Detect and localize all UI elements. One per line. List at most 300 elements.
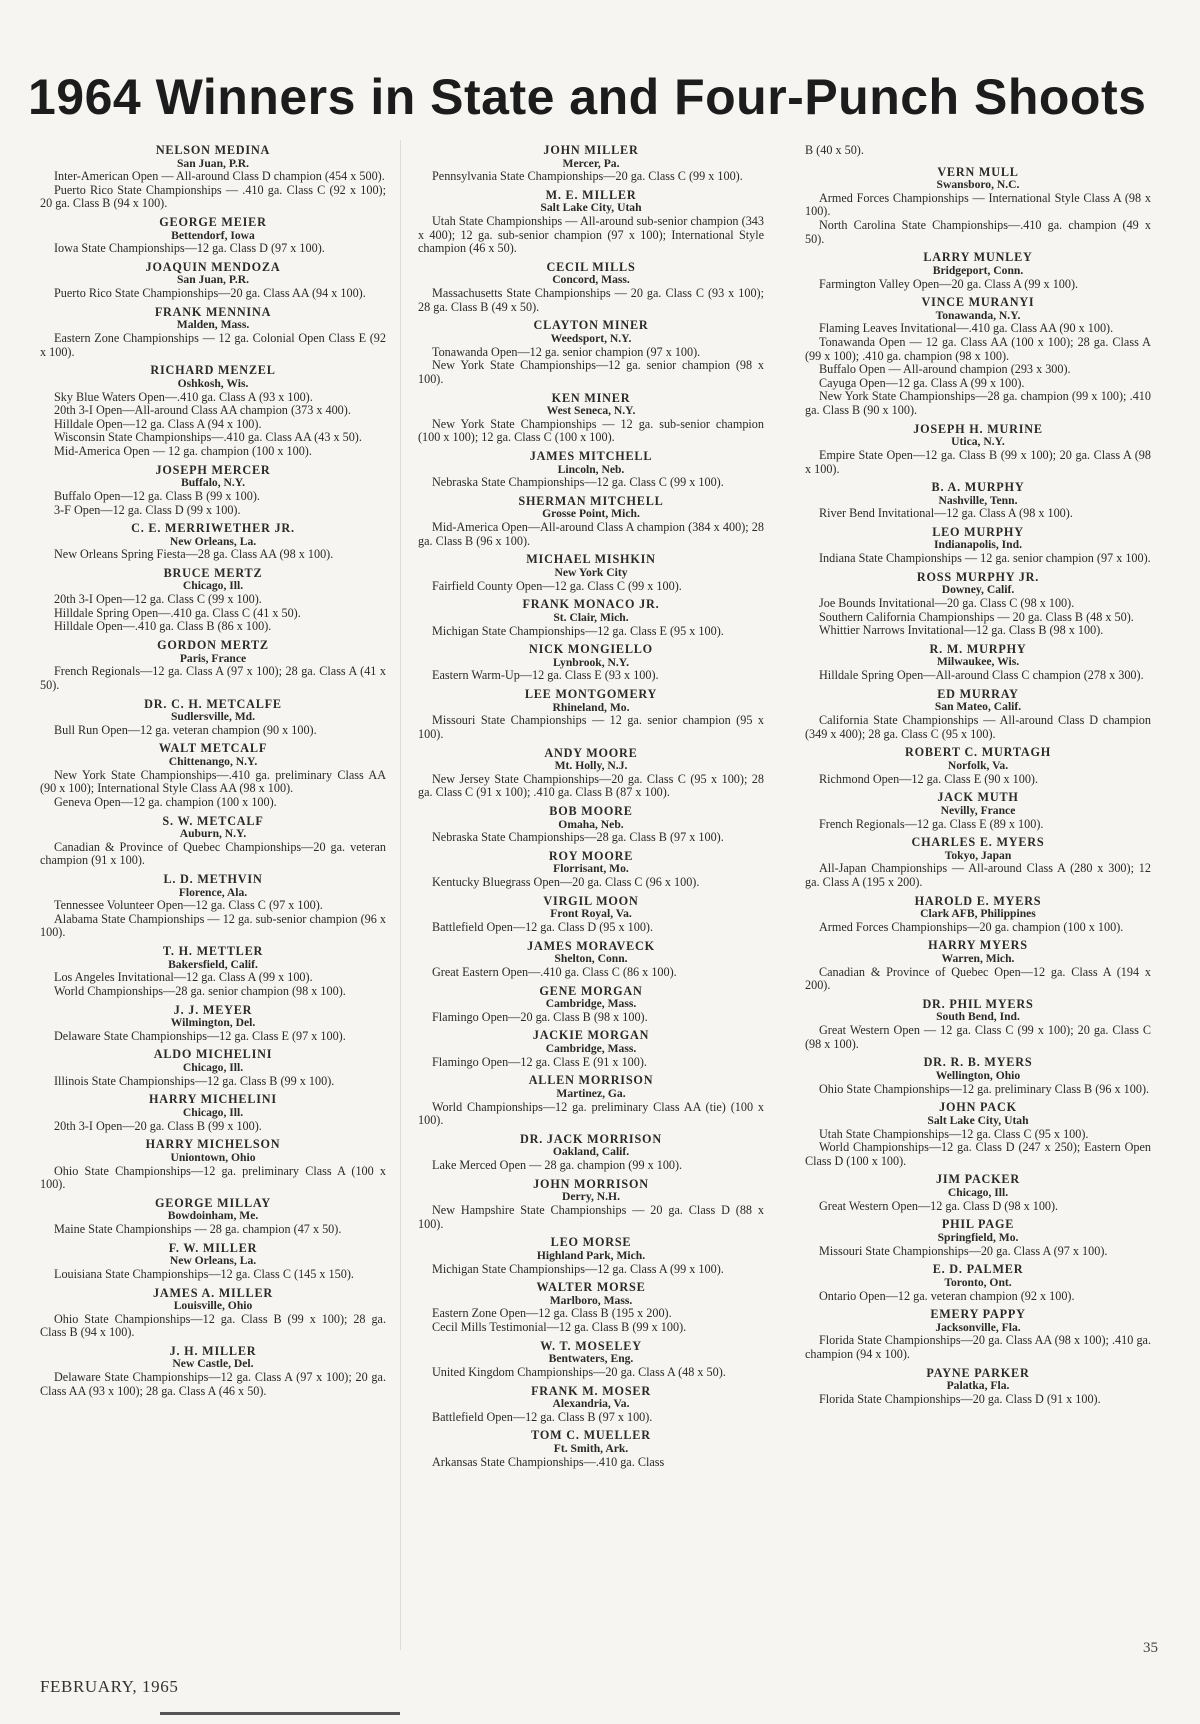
winner-location: Toronto, Ont. xyxy=(944,1275,1012,1289)
result-line: Eastern Zone Open—12 ga. Class B (195 x 200). xyxy=(432,1306,672,1321)
result-line: French Regionals—12 ga. Class E (89 x 100). xyxy=(819,816,1044,831)
result-line: Empire State Open—12 ga. Class B (99 x 100); 20 ga. Class A (98 x 100). xyxy=(805,447,1151,476)
winner-entry xyxy=(805,166,1151,247)
winner-entry xyxy=(418,144,764,184)
result-line: California State Championships — All-around Class D champion (349 x 400); 28 ga. Class C (95 x 100). xyxy=(805,713,1151,741)
winner-name: LEO MORSE xyxy=(550,1235,632,1250)
winner-location: Swansboro, N.C. xyxy=(936,178,1020,192)
winner-location: Marlboro, Mass. xyxy=(549,1293,633,1307)
result-line: Farmington Valley Open—20 ga. Class A (99 x 100). xyxy=(819,276,1079,291)
winner-location: Nashville, Tenn. xyxy=(938,493,1018,507)
winner-name: HARRY MICHELSON xyxy=(145,1137,281,1152)
winner-name: LEO MURPHY xyxy=(932,524,1024,539)
winner-entry xyxy=(418,805,764,845)
winner-location: Milwaukee, Wis. xyxy=(936,655,1020,669)
winner-name: PAYNE PARKER xyxy=(926,1365,1030,1380)
winner-location: Clark AFB, Philippines xyxy=(920,907,1036,921)
winner-location: Buffalo, N.Y. xyxy=(181,476,245,490)
result-line: Tonawanda Open—12 ga. senior champion (97 x 100). xyxy=(432,344,701,359)
result-line: New Hampshire State Championships — 20 ga. Class D (88 x 100). xyxy=(418,1203,764,1231)
result-line: World Championships—12 ga. preliminary Class AA (tie) (100 x 100). xyxy=(418,1099,764,1128)
winner-entry xyxy=(418,1178,764,1231)
result-line: Flamingo Open—20 ga. Class B (98 x 100). xyxy=(432,1009,648,1024)
winner-location: Martinez, Ga. xyxy=(556,1086,626,1100)
winner-name: E. D. PALMER xyxy=(932,1262,1024,1277)
winner-name: GORDON MERTZ xyxy=(157,638,269,653)
winner-entry xyxy=(805,643,1151,683)
winner-location: Florence, Ala. xyxy=(178,885,248,899)
winner-location: San Mateo, Calif. xyxy=(934,700,1022,714)
winner-location: Bettendorf, Iowa xyxy=(171,228,255,242)
winner-name: KEN MINER xyxy=(551,390,631,405)
winner-name: CLAYTON MINER xyxy=(533,318,649,333)
winner-entry xyxy=(805,526,1151,566)
winner-entry xyxy=(40,144,386,211)
result-line: Geneva Open—12 ga. champion (100 x 100). xyxy=(54,794,277,809)
result-line: Sky Blue Waters Open—.410 ga. Class A (93 x 100). xyxy=(54,389,313,404)
result-line: Missouri State Championships — 12 ga. senior champion (95 x 100). xyxy=(418,713,764,741)
result-line: Michigan State Championships—12 ga. Class A (99 x 100). xyxy=(432,1261,724,1276)
result-line: Battlefield Open—12 ga. Class D (95 x 100). xyxy=(432,920,654,935)
winner-name: R. M. MURPHY xyxy=(929,641,1027,656)
winner-entry xyxy=(805,836,1151,889)
winner-location: New York City xyxy=(554,565,628,579)
winner-entry xyxy=(40,364,386,458)
result-line: Hilldale Open—12 ga. Class A (94 x 100). xyxy=(54,416,262,431)
winner-location: Chittenango, N.Y. xyxy=(168,754,258,768)
result-line: Eastern Warm-Up—12 ga. Class E (93 x 100). xyxy=(432,668,659,683)
winner-entry xyxy=(805,481,1151,521)
winner-entry xyxy=(805,895,1151,935)
winner-location: Malden, Mass. xyxy=(176,318,250,332)
winner-name: JACKIE MORGAN xyxy=(532,1028,650,1043)
result-line: All-Japan Championships — All-around Class A (280 x 300); 12 ga. Class A (195 x 200). xyxy=(805,861,1151,889)
winner-entry xyxy=(418,598,764,638)
winner-entry xyxy=(40,522,386,562)
result-line: Flamingo Open—12 ga. Class E (91 x 100). xyxy=(432,1054,647,1069)
winner-entry xyxy=(805,296,1151,417)
winner-location: Lynbrook, N.Y. xyxy=(552,655,630,669)
winner-entry xyxy=(805,746,1151,786)
page-title: 1964 Winners in State and Four-Punch Shoots xyxy=(28,69,1147,125)
result-line: Michigan State Championships—12 ga. Class E (95 x 100). xyxy=(432,623,724,638)
winner-entry xyxy=(40,261,386,301)
winner-entry xyxy=(805,1056,1151,1096)
winner-entry xyxy=(40,873,386,940)
winner-location: South Bend, Ind. xyxy=(936,1010,1020,1024)
result-line: Nebraska State Championships—28 ga. Class B (97 x 100). xyxy=(432,830,724,845)
winner-entry xyxy=(40,698,386,738)
winner-name: TOM C. MUELLER xyxy=(531,1428,651,1443)
winner-entry xyxy=(418,895,764,935)
winner-entry xyxy=(805,1308,1151,1361)
winner-entry xyxy=(40,815,386,868)
winner-name: BOB MOORE xyxy=(549,804,633,819)
winner-entry xyxy=(805,1218,1151,1258)
winner-name: ROBERT C. MURTAGH xyxy=(904,745,1052,760)
result-line: Eastern Zone Championships — 12 ga. Colonial Open Class E (92 x 100). xyxy=(40,331,386,359)
winner-entry xyxy=(418,1236,764,1276)
winner-name: SHERMAN MITCHELL xyxy=(518,493,664,508)
winner-name: WALTER MORSE xyxy=(536,1280,646,1295)
winner-name: M. E. MILLER xyxy=(545,187,637,202)
winner-location: New Orleans, La. xyxy=(169,1254,257,1268)
winner-name: RICHARD MENZEL xyxy=(150,363,276,378)
winner-location: Indianapolis, Ind. xyxy=(934,538,1022,552)
result-line: Illinois State Championships—12 ga. Class B (99 x 100). xyxy=(54,1073,335,1088)
winner-location: Chicago, Ill. xyxy=(947,1185,1009,1199)
result-line: Tonawanda Open — 12 ga. Class AA (100 x 100); 28 ga. Class A (99 x 100); .410 ga. champion (98 x 100). xyxy=(805,335,1151,363)
winner-entry xyxy=(805,571,1151,638)
winner-location: Oshkosh, Wis. xyxy=(177,376,249,390)
result-line: Canadian & Province of Quebec Open—12 ga. Class A (194 x 200). xyxy=(805,964,1151,993)
winner-location: Salt Lake City, Utah xyxy=(927,1113,1029,1127)
winner-name: JOHN PACK xyxy=(939,1100,1017,1115)
winner-entry xyxy=(40,1004,386,1044)
result-line: Fairfield County Open—12 ga. Class C (99 x 100). xyxy=(432,578,682,593)
bottom-rule xyxy=(160,1712,400,1715)
winner-location: St. Clair, Mich. xyxy=(553,610,629,624)
winner-name: GEORGE MILLAY xyxy=(155,1195,271,1210)
winner-entry xyxy=(40,216,386,256)
winner-location: Warren, Mich. xyxy=(941,951,1015,965)
result-line: New York State Championships—28 ga. champion (99 x 100); .410 ga. Class B (90 x 100). xyxy=(805,389,1151,418)
winner-entry xyxy=(418,688,764,741)
winner-location: Springfield, Mo. xyxy=(937,1230,1019,1244)
winner-location: Omaha, Neb. xyxy=(558,817,624,831)
result-line: New Jersey State Championships—20 ga. Class C (95 x 100); 28 ga. Class C (91 x 100); .410 ga. Class B (87 x 100). xyxy=(418,771,764,800)
winner-location: Florrisant, Mo. xyxy=(553,862,629,876)
winner-name: ROY MOORE xyxy=(548,848,634,863)
winner-location: Norfolk, Va. xyxy=(947,758,1009,772)
winner-location: San Juan, P.R. xyxy=(176,273,250,287)
winner-location: Concord, Mass. xyxy=(552,273,630,287)
winner-location: Derry, N.H. xyxy=(562,1190,620,1204)
winner-name: T. H. METTLER xyxy=(162,944,264,959)
result-line: Canadian & Province of Quebec Championships—20 ga. veteran champion (91 x 100). xyxy=(40,839,386,868)
winner-entry xyxy=(40,1138,386,1191)
result-line: Buffalo Open — All-around champion (293 x 300). xyxy=(819,362,1071,377)
winner-name: JOSEPH H. MURINE xyxy=(913,421,1043,436)
winner-name: JAMES MITCHELL xyxy=(529,449,653,464)
result-line: Mid-America Open — 12 ga. champion (100 x 100). xyxy=(54,444,312,459)
winner-location: Tonawanda, N.Y. xyxy=(935,308,1021,322)
winner-entry xyxy=(40,306,386,359)
winner-entry xyxy=(805,1173,1151,1213)
winner-name: S. W. METCALF xyxy=(162,813,264,828)
result-line: Louisiana State Championships—12 ga. Class C (145 x 150). xyxy=(54,1266,354,1281)
winner-location: Alexandria, Va. xyxy=(552,1397,630,1410)
winner-location: Grosse Point, Mich. xyxy=(542,507,640,521)
winner-name: W. T. MOSELEY xyxy=(540,1338,642,1353)
winner-entry xyxy=(418,940,764,980)
column-2 xyxy=(418,144,764,1474)
winner-location: Bakersfield, Calif. xyxy=(168,957,258,971)
winner-location: Palatka, Fla. xyxy=(946,1379,1010,1393)
winner-entry xyxy=(418,985,764,1025)
winner-location: Bowdoinham, Me. xyxy=(167,1209,259,1223)
winner-location: Louisville, Ohio xyxy=(173,1299,253,1312)
result-line: Florida State Championships—20 ga. Class AA (98 x 100); .410 ga. champion (94 x 100). xyxy=(805,1333,1151,1361)
result-line: 3-F Open—12 ga. Class D (99 x 100). xyxy=(54,502,241,517)
winner-name: J. J. MEYER xyxy=(173,1002,253,1017)
winner-entry xyxy=(805,251,1151,291)
winner-entry xyxy=(418,450,764,490)
winner-name: ED MURRAY xyxy=(937,686,1019,701)
winner-name: FRANK MENNINA xyxy=(154,304,272,319)
result-line: Bull Run Open—12 ga. veteran champion (90 x 100). xyxy=(54,722,317,737)
winner-name: JOAQUIN MENDOZA xyxy=(145,259,281,274)
winner-name: J. H. MILLER xyxy=(169,1343,257,1358)
winner-entry xyxy=(805,939,1151,992)
winner-location: Chicago, Ill. xyxy=(182,1105,244,1119)
winner-name: DR. R. B. MYERS xyxy=(923,1055,1033,1070)
winner-entry xyxy=(40,1242,386,1282)
result-line: Kentucky Bluegrass Open—20 ga. Class C (96 x 100). xyxy=(432,875,700,890)
result-line: Buffalo Open—12 ga. Class B (99 x 100). xyxy=(54,488,260,503)
result-line: French Regionals—12 ga. Class A (97 x 100); 28 ga. Class A (41 x 50). xyxy=(40,664,386,692)
result-line: 20th 3-I Open—12 ga. Class C (99 x 100). xyxy=(54,592,262,607)
winner-location: Front Royal, Va. xyxy=(550,907,632,921)
result-line: Great Western Open — 12 ga. Class C (99 x 100); 20 ga. Class C (98 x 100). xyxy=(805,1023,1151,1051)
winner-entry xyxy=(418,747,764,800)
winner-location: Shelton, Conn. xyxy=(554,952,628,966)
winner-entry xyxy=(40,464,386,517)
winner-name: GENE MORGAN xyxy=(539,983,643,998)
result-line: North Carolina State Championships—.410 ga. champion (49 x 50). xyxy=(805,218,1151,246)
result-line: Alabama State Championships — 12 ga. sub-senior champion (96 x 100). xyxy=(40,911,386,940)
result-line: Tennessee Volunteer Open—12 ga. Class C (97 x 100). xyxy=(54,898,323,913)
result-line: Mid-America Open—All-around Class A champion (384 x 400); 28 ga. Class B (96 x 100). xyxy=(418,520,764,548)
winner-entry xyxy=(40,567,386,634)
winner-name: JAMES A. MILLER xyxy=(152,1285,273,1300)
winner-entry xyxy=(418,1133,764,1173)
winner-location: Cambridge, Mass. xyxy=(545,997,637,1011)
winner-name: ROSS MURPHY JR. xyxy=(916,569,1040,584)
result-line: Inter-American Open — All-around Class D champion (454 x 500). xyxy=(54,169,385,184)
winner-entry xyxy=(40,742,386,809)
winner-name: JACK MUTH xyxy=(937,790,1019,805)
result-line: New Orleans Spring Fiesta—28 ga. Class AA (98 x 100). xyxy=(54,547,334,562)
winner-location: Uniontown, Ohio xyxy=(170,1150,256,1164)
result-line: Los Angeles Invitational—12 ga. Class A (99 x 100). xyxy=(54,970,313,985)
winner-name: DR. C. H. METCALFE xyxy=(144,696,282,711)
result-line: Utah State Championships — All-around sub-senior champion (343 x 400); 12 ga. sub-senior champion (97 x 100); International Style champion (46 x 50). xyxy=(418,214,764,256)
result-line: Armed Forces Championships — International Style Class A (98 x 100). xyxy=(805,190,1151,219)
result-line: Utah State Championships—12 ga. Class C (95 x 100). xyxy=(819,1126,1089,1141)
winner-name: C. E. MERRIWETHER JR. xyxy=(131,521,295,536)
winner-entry xyxy=(805,1367,1151,1407)
winner-name: BRUCE MERTZ xyxy=(163,565,263,580)
result-line: Ohio State Championships—12 ga. Class B (99 x 100); 28 ga. Class B (94 x 100). xyxy=(40,1311,386,1340)
winner-location: Mercer, Pa. xyxy=(562,156,620,170)
result-line: 20th 3-I Open—All-around Class AA champion (373 x 400). xyxy=(54,403,351,418)
result-line: Cayuga Open—12 ga. Class A (99 x 100). xyxy=(819,375,1025,390)
result-line: Indiana State Championships — 12 ga. senior champion (97 x 100). xyxy=(819,551,1151,566)
result-line: World Championships—12 ga. Class D (247 x 250); Eastern Open Class D (100 x 100). xyxy=(805,1140,1151,1168)
winner-name: EMERY PAPPY xyxy=(930,1307,1026,1322)
winner-location: Chicago, Ill. xyxy=(182,1060,244,1074)
result-line: New York State Championships — 12 ga. sub-senior champion (100 x 100); 12 ga. Class C (100 x 100). xyxy=(418,416,764,445)
winner-name: HAROLD E. MYERS xyxy=(914,893,1042,908)
continued-fragment: B (40 x 50). xyxy=(805,143,864,157)
winner-location: Bridgeport, Conn. xyxy=(932,263,1024,277)
result-line: Arkansas State Championships—.410 ga. Class xyxy=(432,1454,665,1469)
winner-location: Rhineland, Mo. xyxy=(552,700,630,714)
winner-name: ALDO MICHELINI xyxy=(153,1047,273,1062)
winner-entry xyxy=(805,1101,1151,1168)
winner-location: Highland Park, Mich. xyxy=(536,1248,646,1262)
column-1 xyxy=(40,144,386,1403)
winner-entry xyxy=(418,1074,764,1127)
winner-entry xyxy=(418,1340,764,1380)
winner-location: Downey, Calif. xyxy=(941,583,1015,597)
result-line: Delaware State Championships—12 ga. Class A (97 x 100); 20 ga. Class AA (93 x 100); 28 ga. Class A (46 x 50). xyxy=(40,1370,386,1398)
winner-name: DR. PHIL MYERS xyxy=(922,996,1034,1011)
result-line: Great Western Open—12 ga. Class D (98 x 100). xyxy=(819,1198,1059,1213)
winner-location: Paris, France xyxy=(179,651,247,665)
result-line: Richmond Open—12 ga. Class E (90 x 100). xyxy=(819,771,1039,786)
result-line: Great Eastern Open—.410 ga. Class C (86 x 100). xyxy=(432,965,677,979)
winner-name: CHARLES E. MYERS xyxy=(911,835,1045,850)
column-divider xyxy=(400,140,401,1650)
winner-entry xyxy=(40,639,386,692)
winner-entry xyxy=(418,392,764,445)
winner-entry xyxy=(805,791,1151,831)
winner-name: HARRY MICHELINI xyxy=(149,1092,277,1107)
result-line: Iowa State Championships—12 ga. Class D (97 x 100). xyxy=(54,241,325,256)
winner-entry xyxy=(418,553,764,593)
winner-name: JOHN MORRISON xyxy=(533,1176,649,1191)
winner-entry xyxy=(418,1385,764,1425)
winner-name: LEE MONTGOMERY xyxy=(524,687,658,702)
winner-name: GEORGE MEIER xyxy=(159,215,267,230)
result-line: Southern California Championships — 20 ga. Class B (48 x 50). xyxy=(819,609,1134,624)
winner-location: Nevilly, France xyxy=(940,803,1016,817)
result-line: Puerto Rico State Championships—20 ga. Class AA (94 x 100). xyxy=(54,286,366,301)
winner-location: Wilmington, Del. xyxy=(170,1016,256,1030)
winner-location: New Castle, Del. xyxy=(172,1357,254,1371)
result-line: Massachusetts State Championships — 20 ga. Class C (93 x 100); 28 ga. Class B (49 x 50). xyxy=(418,286,764,314)
result-line: Puerto Rico State Championships — .410 ga. Class C (92 x 100); 20 ga. Class B (94 x 100). xyxy=(40,182,386,211)
result-line: Flaming Leaves Invitational—.410 ga. Class AA (90 x 100). xyxy=(819,321,1114,336)
winner-location: New Orleans, La. xyxy=(169,534,257,548)
result-line: 20th 3-I Open—20 ga. Class B (99 x 100). xyxy=(54,1118,262,1133)
winner-name: CECIL MILLS xyxy=(546,259,636,274)
winner-entry xyxy=(40,1197,386,1237)
winner-entry xyxy=(418,261,764,314)
winner-location: Tokyo, Japan xyxy=(944,848,1012,862)
result-line: Hilldale Spring Open—.410 ga. Class C (41 x 50). xyxy=(54,605,301,620)
result-line: Whittier Narrows Invitational—12 ga. Class B (98 x 100). xyxy=(819,623,1104,638)
winner-location: Auburn, N.Y. xyxy=(179,827,247,841)
result-line: Lake Merced Open — 28 ga. champion (99 x 100). xyxy=(432,1158,683,1173)
column-3 xyxy=(805,144,1151,1411)
result-line: Ohio State Championships—12 ga. preliminary Class B (96 x 100). xyxy=(819,1081,1150,1096)
winner-entry xyxy=(418,1029,764,1069)
winner-entry xyxy=(40,1287,386,1340)
winner-name: NICK MONGIELLO xyxy=(529,642,653,657)
winner-entry xyxy=(805,1263,1151,1303)
result-line: Hilldale Spring Open—All-around Class C champion (278 x 300). xyxy=(819,668,1144,683)
winner-entry xyxy=(805,998,1151,1051)
winner-entry xyxy=(418,1281,764,1334)
winner-name: FRANK M. MOSER xyxy=(531,1383,651,1398)
winner-entry xyxy=(418,189,764,256)
winner-location: Mt. Holly, N.J. xyxy=(554,759,628,773)
result-line: Nebraska State Championships—12 ga. Class C (99 x 100). xyxy=(432,475,724,490)
winner-name: LARRY MUNLEY xyxy=(923,250,1033,265)
result-line: Maine State Championships — 28 ga. champion (47 x 50). xyxy=(54,1222,342,1237)
winner-name: NELSON MEDINA xyxy=(155,143,271,157)
winner-entry xyxy=(418,643,764,683)
page-number: 35 xyxy=(1143,1640,1158,1656)
winner-name: VIRGIL MOON xyxy=(543,893,639,908)
result-line: Delaware State Championships—12 ga. Class E (97 x 100). xyxy=(54,1028,346,1043)
winner-location: Oakland, Calif. xyxy=(552,1145,630,1159)
winner-entry xyxy=(40,1048,386,1088)
winner-location: Bentwaters, Eng. xyxy=(548,1352,634,1366)
issue-date: FEBRUARY, 1965 xyxy=(40,1677,179,1696)
winner-name: JIM PACKER xyxy=(936,1172,1020,1187)
winner-entry xyxy=(805,423,1151,476)
winner-location: San Juan, P.R. xyxy=(176,156,250,170)
winner-name: FRANK MONACO JR. xyxy=(522,597,660,612)
result-line: Hilldale Open—.410 ga. Class B (86 x 100). xyxy=(54,619,272,634)
winner-location: West Seneca, N.Y. xyxy=(546,404,636,418)
winner-location: Weedsport, N.Y. xyxy=(550,331,632,345)
winner-location: Sudlersville, Md. xyxy=(170,710,256,724)
winner-entry xyxy=(418,1429,764,1469)
result-line: Ontario Open—12 ga. veteran champion (92 x 100). xyxy=(819,1288,1075,1303)
result-line: World Championships—28 ga. senior champion (98 x 100). xyxy=(54,983,346,998)
winner-name: VERN MULL xyxy=(937,164,1019,179)
result-line: Cecil Mills Testimonial—12 ga. Class B (99 x 100). xyxy=(432,1320,687,1335)
winner-name: VINCE MURANYI xyxy=(921,295,1035,310)
winner-name: DR. JACK MORRISON xyxy=(520,1131,662,1146)
result-line: New York State Championships—.410 ga. preliminary Class AA (90 x 100); International Style Class AA (98 x 100). xyxy=(40,767,386,796)
result-line: New York State Championships—12 ga. senior champion (98 x 100). xyxy=(418,358,764,386)
winner-location: Ft. Smith, Ark. xyxy=(553,1441,629,1455)
winner-name: JOHN MILLER xyxy=(543,143,639,157)
winner-entry xyxy=(40,1093,386,1133)
winner-name: F. W. MILLER xyxy=(168,1240,258,1255)
winner-location: Cambridge, Mass. xyxy=(545,1041,637,1055)
result-line: Missouri State Championships—20 ga. Class A (97 x 100). xyxy=(819,1243,1108,1258)
winner-name: ALLEN MORRISON xyxy=(528,1073,654,1088)
winner-location: Salt Lake City, Utah xyxy=(540,201,642,215)
result-line: Armed Forces Championships—20 ga. champion (100 x 100). xyxy=(819,919,1124,934)
winner-entry xyxy=(418,495,764,548)
winner-name: PHIL PAGE xyxy=(941,1217,1015,1232)
result-line: River Bend Invitational—12 ga. Class A (98 x 100). xyxy=(819,506,1073,521)
winner-name: HARRY MYERS xyxy=(928,938,1028,953)
winner-location: Chicago, Ill. xyxy=(182,579,244,593)
winner-entry xyxy=(418,850,764,890)
winner-location: Lincoln, Neb. xyxy=(557,462,625,476)
winner-name: JAMES MORAVECK xyxy=(527,938,655,953)
winner-entry xyxy=(40,1345,386,1398)
result-line: United Kingdom Championships—20 ga. Class A (48 x 50). xyxy=(432,1364,726,1379)
winner-entry xyxy=(418,319,764,386)
result-line: Joe Bounds Invitational—20 ga. Class C (98 x 100). xyxy=(819,596,1075,611)
result-line: Wisconsin State Championships—.410 ga. Class AA (43 x 50). xyxy=(54,430,362,445)
winner-location: Jacksonville, Fla. xyxy=(935,1320,1021,1334)
result-line: Battlefield Open—12 ga. Class B (97 x 100). xyxy=(432,1409,653,1424)
winner-name: B. A. MURPHY xyxy=(931,480,1025,495)
winner-location: Wellington, Ohio xyxy=(935,1068,1021,1082)
winner-location: Utica, N.Y. xyxy=(951,435,1005,449)
